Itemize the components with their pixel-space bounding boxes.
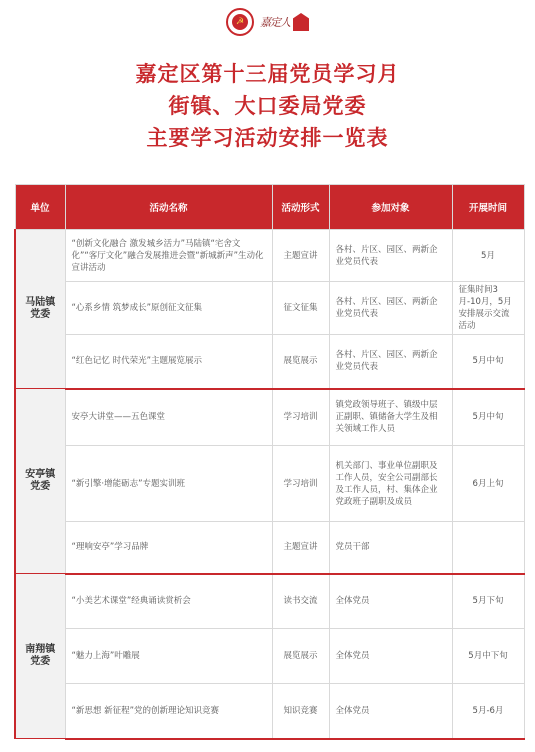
header-logos bbox=[0, 8, 535, 36]
unit-label: 南翔镇 党委 bbox=[25, 644, 56, 667]
activity-name-cell: 安亭大讲堂——五色课堂 bbox=[65, 389, 272, 446]
jiading-logo bbox=[260, 13, 309, 31]
unit-cell bbox=[15, 230, 65, 389]
activity-form-cell: 学习培训 bbox=[272, 446, 329, 522]
time-cell: 5月中旬 bbox=[452, 335, 524, 389]
participants-cell: 机关部门、事业单位副职及工作人员，安全公司副部长及工作人员，村、集体企业党政班子副职及成员 bbox=[329, 446, 452, 522]
time-cell: 征集时间3月-10月，5月安排展示交流活动 bbox=[452, 282, 524, 335]
table-row bbox=[15, 389, 524, 446]
header-activity-name: 活动名称 bbox=[65, 185, 272, 230]
activity-form-cell: 知识竞赛 bbox=[272, 684, 329, 739]
page-title bbox=[0, 58, 535, 154]
activity-form-cell: 征文征集 bbox=[272, 282, 329, 335]
header-time: 开展时间 bbox=[452, 185, 524, 230]
party-emblem-logo bbox=[226, 8, 254, 36]
table-row bbox=[15, 574, 524, 629]
unit-label: 安亭镇 党委 bbox=[25, 469, 56, 492]
activity-table bbox=[14, 184, 525, 740]
participants-cell: 镇党政领导班子、镇级中层正副职、镇储备大学生及相关领域工作人员 bbox=[329, 389, 452, 446]
activity-name-cell: “心系乡情 筑梦成长”原创征文征集 bbox=[65, 282, 272, 335]
participants-cell: 各村、片区、园区、两新企业党员代表 bbox=[329, 335, 452, 389]
time-cell: 5月下旬 bbox=[452, 574, 524, 629]
activity-table-wrapper bbox=[14, 184, 523, 740]
activity-form-cell: 主题宣讲 bbox=[272, 522, 329, 574]
header-unit: 单位 bbox=[15, 185, 65, 230]
time-cell: 6月上旬 bbox=[452, 446, 524, 522]
activity-name-cell: “新引擎·增能砺志”专题实训班 bbox=[65, 446, 272, 522]
emblem-icon bbox=[293, 13, 309, 31]
unit-label: 马陆镇 党委 bbox=[25, 297, 56, 320]
table-row bbox=[15, 629, 524, 684]
activity-form-cell: 展览展示 bbox=[272, 629, 329, 684]
title-line-1: 嘉定区第十三届党员学习月 bbox=[135, 62, 400, 86]
title-line-3: 主要学习活动安排一览表 bbox=[146, 126, 389, 150]
hammer-sickle-icon: ☭ bbox=[232, 14, 248, 30]
header-participants: 参加对象 bbox=[329, 185, 452, 230]
header-activity-form: 活动形式 bbox=[272, 185, 329, 230]
table-row bbox=[15, 522, 524, 574]
table-row bbox=[15, 684, 524, 739]
activity-form-cell: 展览展示 bbox=[272, 335, 329, 389]
table-row bbox=[15, 335, 524, 389]
activity-name-cell: “理响安亭”学习品牌 bbox=[65, 522, 272, 574]
title-line-2: 街镇、大口委局党委 bbox=[168, 94, 367, 118]
time-cell: 5月 bbox=[452, 230, 524, 282]
table-header-row bbox=[15, 185, 524, 230]
activity-name-cell: “红色记忆 时代荣光”主题展览展示 bbox=[65, 335, 272, 389]
time-cell bbox=[452, 522, 524, 574]
activity-form-cell: 主题宣讲 bbox=[272, 230, 329, 282]
unit-cell bbox=[15, 574, 65, 739]
table-row bbox=[15, 446, 524, 522]
participants-cell: 全体党员 bbox=[329, 684, 452, 739]
activity-form-cell: 学习培训 bbox=[272, 389, 329, 446]
participants-cell: 党员干部 bbox=[329, 522, 452, 574]
activity-name-cell: “创新文化融合 激发城乡活力”马陆镇“宅舍文化”“客厅文化”融合发展推进会暨“新城新声”生动化宣讲活动 bbox=[65, 230, 272, 282]
participants-cell: 全体党员 bbox=[329, 574, 452, 629]
participants-cell: 各村、片区、园区、两新企业党员代表 bbox=[329, 230, 452, 282]
activity-name-cell: “魅力上海”叶雕展 bbox=[65, 629, 272, 684]
jiading-logo-script: 嘉定人 bbox=[260, 16, 290, 29]
activity-name-cell: “小美艺术课堂”经典诵读赏析会 bbox=[65, 574, 272, 629]
time-cell: 5月中旬 bbox=[452, 389, 524, 446]
time-cell: 5月中下旬 bbox=[452, 629, 524, 684]
table-row bbox=[15, 230, 524, 282]
participants-cell: 各村、片区、园区、两新企业党员代表 bbox=[329, 282, 452, 335]
activity-name-cell: “新思想 新征程”党的创新理论知识竞赛 bbox=[65, 684, 272, 739]
participants-cell: 全体党员 bbox=[329, 629, 452, 684]
table-row bbox=[15, 282, 524, 335]
activity-form-cell: 读书交流 bbox=[272, 574, 329, 629]
time-cell: 5月-6月 bbox=[452, 684, 524, 739]
unit-cell bbox=[15, 389, 65, 574]
